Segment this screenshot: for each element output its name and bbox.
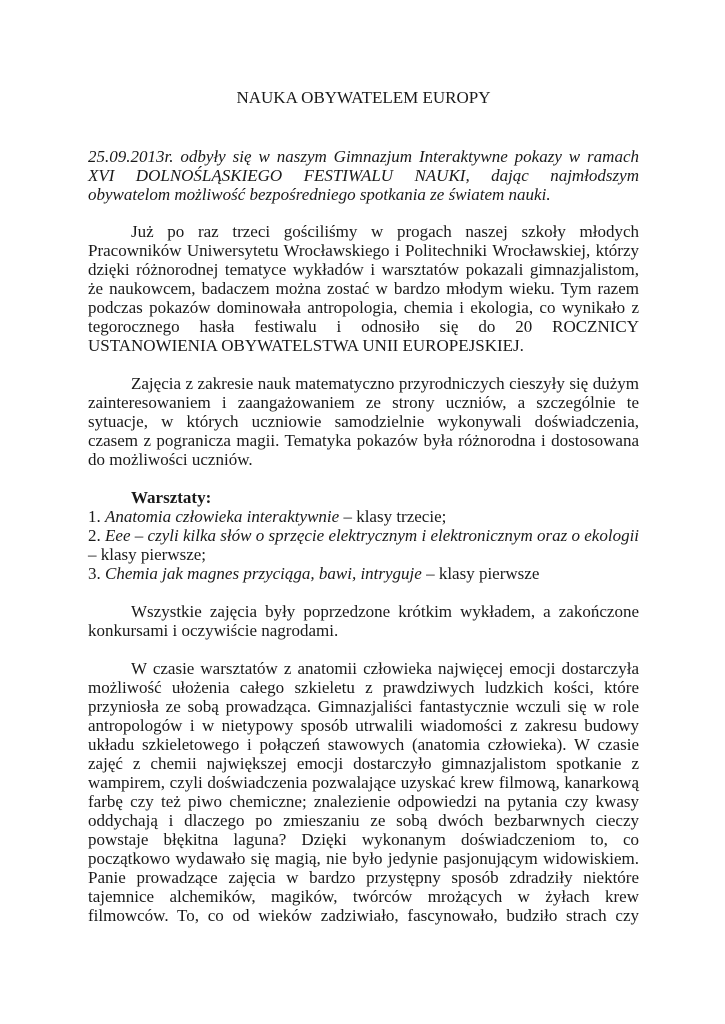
document-page: [88, 88, 639, 925]
workshop-title: Eee – czyli kilka słów o sprzęcie elektrycznym i elektronicznym oraz o ekologii: [105, 526, 640, 545]
workshop-audience: – klasy pierwsze: [421, 564, 540, 583]
document-title: NAUKA OBYWATELEM EUROPY: [236, 88, 491, 107]
paragraph-summary: Wszystkie zajęcia były poprzedzone krótkim wykładem, a zakończone konkursami i oczywiście nagrodami.: [88, 602, 639, 640]
workshop-title: Anatomia człowieka interaktywnie: [105, 507, 340, 526]
paragraph-anatomy-chemistry: W czasie warsztatów z anatomii człowieka najwięcej emocji dostarczyła możliwość ułożenia całego szkieletu z prawdziwych ludzkich kości, które przyniosła ze sobą prowadząca. Gimnazjaliści fantastycznie wczuli się w role antropologów i w nietypowy sposób utrwalili wiadomości z zakresu budowy układu szkieletowego i połączeń stawowych (anatomia człowieka). W czasie zajęć z chemii największej emocji dostarczyło gimnazjalistom spotkanie z wampirem, czyli doświadczenia pozwalające uzyskać krew filmową, kanarkową farbę czy też piwo chemiczne; znalezienie odpowiedzi na pytania czy kwasy oddychają i dlaczego po zmieszaniu ze sobą dwóch bezbarwnych cieczy powstaje błękitna laguna? Dzięki wykonanym doświadczeniom to, co początkowo wydawało się magią, nie było jedynie pasjonującym widowiskiem. Panie prowadzące zajęcia w bardzo przystępny sposób zdradziły niektóre tajemnice alchemików, magików, twórców mrożących w żyłach krew filmowców. To, co od wieków zadziwiało, fascynowało, budziło strach czy: [88, 659, 639, 925]
workshop-item: [88, 507, 639, 526]
workshop-number: 1.: [88, 507, 101, 526]
workshop-title: Chemia jak magnes przyciąga, bawi, intryguje: [105, 564, 422, 583]
workshop-audience: – klasy trzecie;: [339, 507, 447, 526]
workshop-audience: – klasy pierwsze;: [88, 545, 207, 564]
workshop-number: 3.: [88, 564, 101, 583]
workshop-item: [88, 526, 639, 564]
paragraph-guests: Już po raz trzeci gościliśmy w progach naszej szkoły młodych Pracowników Uniwersytetu Wrocławskiego i Politechniki Wrocławskiej, którzy dzięki różnorodnej tematyce wykładów i warsztatów pokazali gimnazjalistom, że naukowcem, badaczem można zostać w bardzo młodym wieku. Tym razem podczas pokazów dominowała antropologia, chemia i ekologia, co wynikało z tegorocznego hasła festiwalu i odnosiło się do 20 ROCZNICY USTANOWIENIA OBYWATELSTWA UNII EUROPEJSKIEJ.: [88, 222, 639, 355]
workshop-item: [88, 564, 639, 583]
workshop-number: 2.: [88, 526, 101, 545]
workshops-list: [88, 507, 639, 583]
paragraph-classes: Zajęcia z zakresie nauk matematyczno przyrodniczych cieszyły się dużym zainteresowaniem i zaangażowaniem ze strony uczniów, a szczególnie te sytuacje, w których uczniowie samodzielnie wykonywali doświadczenia, czasem z pogranicza magii. Tematyka pokazów była różnorodna i dostosowana do możliwości uczniów.: [88, 374, 639, 469]
workshops-heading: Warsztaty:: [131, 488, 212, 507]
intro-paragraph: 25.09.2013r. odbyły się w naszym Gimnazjum Interaktywne pokazy w ramach XVI DOLNOŚLĄSKIEGO FESTIWALU NAUKI, dając najmłodszym obywatelom możliwość bezpośredniego spotkania ze światem nauki.: [88, 147, 639, 204]
